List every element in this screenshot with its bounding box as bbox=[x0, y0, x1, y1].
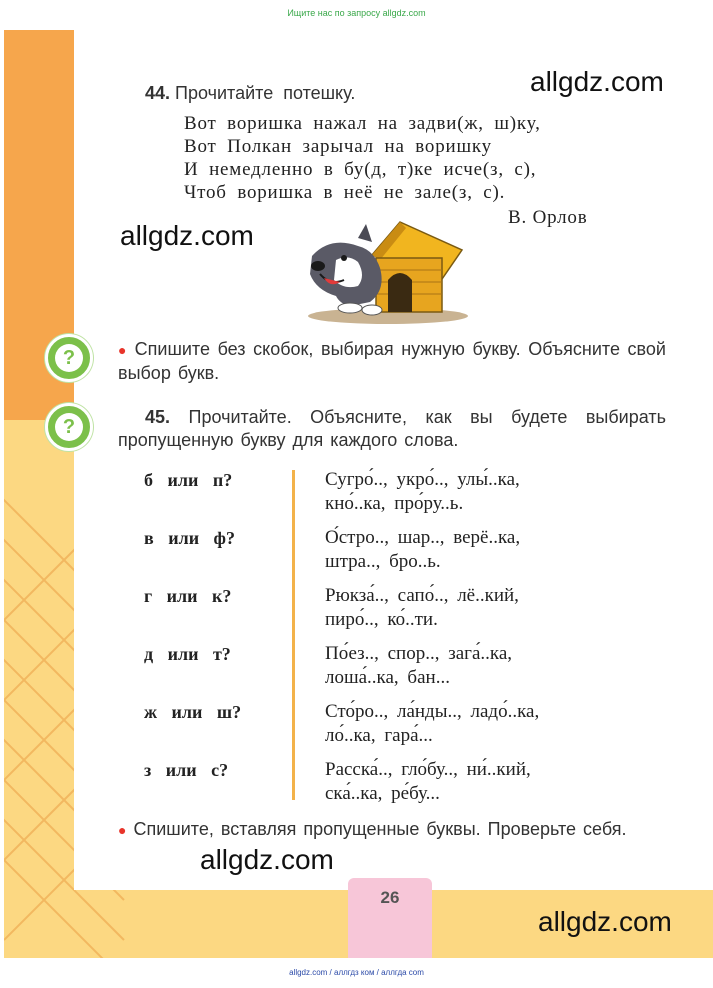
letter-pair: б или п? bbox=[144, 470, 233, 490]
poem-line-3: И немедленно в бу(д, т)ке исче(з, с), bbox=[184, 159, 537, 180]
poem-line-2: Вот Полкан зарычал на воришку bbox=[184, 136, 492, 157]
word-line: Сугро́.., укро́.., улы́..ка, bbox=[325, 469, 520, 490]
dog-house-illustration bbox=[300, 220, 470, 325]
word-row bbox=[325, 468, 520, 516]
watermark: allgdz.com bbox=[200, 844, 334, 875]
ex44-instruction: Прочитайте потешку. bbox=[175, 83, 356, 103]
poem-author: В. Орлов bbox=[508, 207, 588, 228]
letter-pair: в или ф? bbox=[144, 528, 236, 548]
watermark: allgdz.com bbox=[120, 220, 254, 251]
word-line: пиро́.., ко́..ти. bbox=[325, 609, 438, 630]
question-icon: ? bbox=[45, 334, 93, 382]
word-line: О́стро.., шар.., верё..ка, bbox=[325, 527, 521, 548]
word-row bbox=[325, 700, 539, 748]
ex45-task-text: Спишите, вставляя пропущенные буквы. Проверьте себя. bbox=[133, 819, 627, 839]
word-line: Сто́ро.., ла́нды.., ладо́..ка, bbox=[325, 701, 540, 722]
word-line: лоша́..ка, бан... bbox=[325, 667, 450, 688]
word-line: ска́..ка, ре́бу... bbox=[325, 783, 440, 804]
word-row bbox=[325, 642, 512, 690]
watermark: allgdz.com bbox=[538, 906, 672, 937]
ex44-task bbox=[118, 338, 666, 385]
footer-note: allgdz.com / аллгдз ком / аллгда com bbox=[289, 968, 424, 977]
word-line: штра.., бро..ь. bbox=[325, 551, 441, 572]
word-row bbox=[325, 584, 519, 632]
bullet-icon: ● bbox=[118, 342, 128, 358]
ex45-number: 45. bbox=[145, 407, 171, 427]
word-line: ло́..ка, гара́... bbox=[325, 725, 433, 746]
watermark: allgdz.com bbox=[530, 66, 664, 97]
ex44-header bbox=[145, 83, 355, 104]
letter-pair: з или с? bbox=[144, 760, 229, 780]
page-number: 26 bbox=[380, 888, 400, 907]
word-line: Рюкза́.., сапо́.., лё..кий, bbox=[325, 585, 519, 606]
poem-line-4: Чтоб воришка в неё не зале(з, с). bbox=[184, 182, 506, 203]
word-row bbox=[325, 526, 520, 574]
letter-pair: г или к? bbox=[144, 586, 232, 606]
word-row bbox=[325, 758, 531, 806]
ex45-header bbox=[118, 406, 666, 452]
poem-line-1: Вот воришка нажал на задви(ж, ш)ку, bbox=[184, 113, 541, 134]
letter-pair: д или т? bbox=[144, 644, 231, 664]
header-note: Ищите нас по запросу allgdz.com bbox=[287, 8, 426, 18]
ex44-number: 44. bbox=[145, 83, 171, 103]
ex44-task-text: Спишите без скобок, выбирая нужную букву. Объясните свой выбор букв. bbox=[118, 339, 666, 383]
word-line: кно́..ка, про́ру..ь. bbox=[325, 493, 464, 514]
word-line: По́ез.., спор.., зага́..ка, bbox=[325, 643, 513, 664]
column-divider bbox=[292, 470, 295, 800]
ex45-instruction: Прочитайте. Объясните, как вы будете выбирать пропущенную букву для каждого слова. bbox=[118, 407, 666, 450]
letter-pair: ж или ш? bbox=[144, 702, 242, 722]
question-icon: ? bbox=[45, 403, 93, 451]
ex45-task bbox=[118, 818, 666, 842]
word-line: Расска́.., гло́бу.., ни́..кий, bbox=[325, 759, 531, 780]
bullet-icon: ● bbox=[118, 822, 127, 838]
